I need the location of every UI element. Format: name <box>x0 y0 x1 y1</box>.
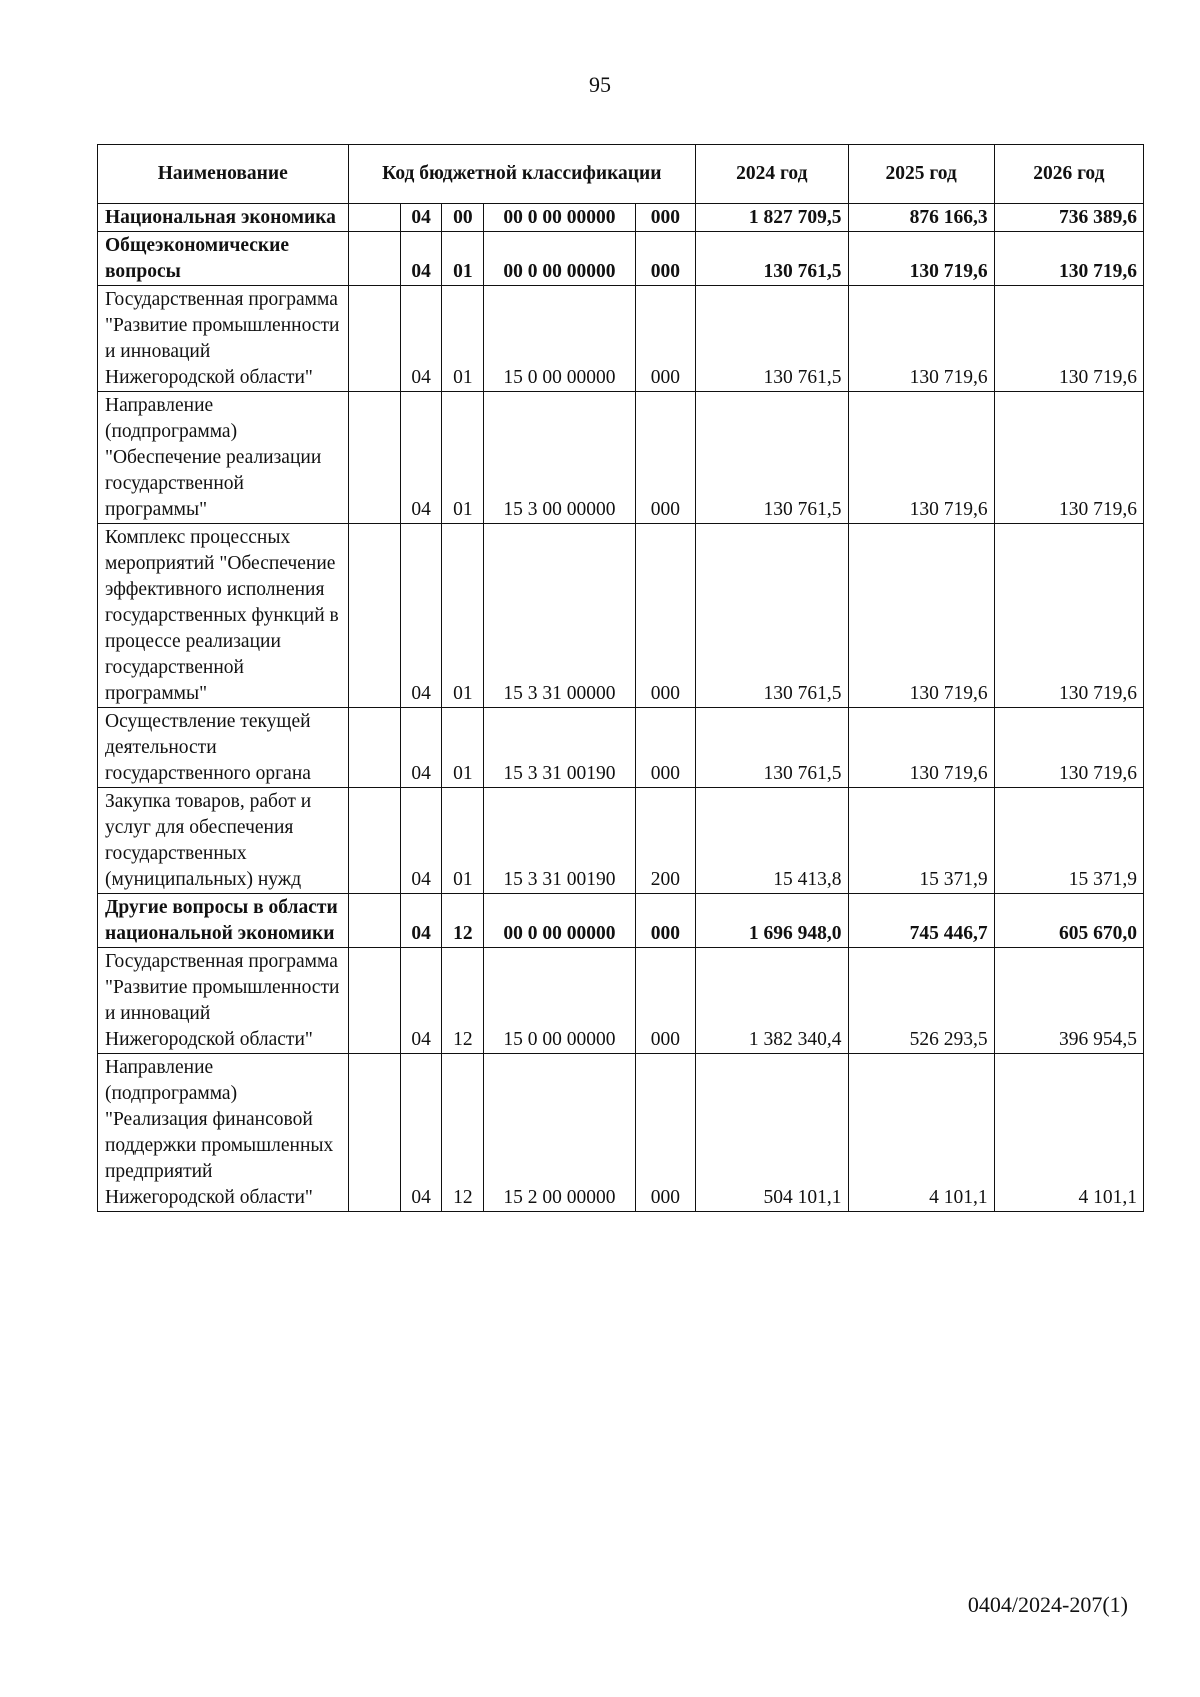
cell-name: Другие вопросы в области национальной экономики <box>98 894 349 948</box>
cell-code-blank <box>348 948 400 1054</box>
header-name: Наименование <box>98 145 349 204</box>
cell-code-blank <box>348 894 400 948</box>
cell-expense-type: 000 <box>635 392 696 524</box>
cell-section: 04 <box>400 788 442 894</box>
cell-subsection: 12 <box>442 1054 484 1212</box>
header-row <box>98 145 1144 204</box>
budget-table <box>97 144 1144 1212</box>
cell-target-article: 15 3 00 00000 <box>484 392 635 524</box>
cell-2025: 130 719,6 <box>848 232 994 286</box>
cell-target-article: 15 0 00 00000 <box>484 948 635 1054</box>
cell-section: 04 <box>400 894 442 948</box>
cell-subsection: 00 <box>442 204 484 232</box>
cell-name: Общеэкономические вопросы <box>98 232 349 286</box>
cell-subsection: 01 <box>442 286 484 392</box>
table-row <box>98 788 1144 894</box>
table-row <box>98 204 1144 232</box>
cell-target-article: 15 3 31 00190 <box>484 788 635 894</box>
cell-name: Закупка товаров, работ и услуг для обеспечения государственных (муниципальных) нужд <box>98 788 349 894</box>
cell-name: Направление (подпрограмма) "Реализация финансовой поддержки промышленных предприятий Нижегородской области" <box>98 1054 349 1212</box>
cell-2026: 130 719,6 <box>994 708 1143 788</box>
cell-target-article: 00 0 00 00000 <box>484 232 635 286</box>
cell-expense-type: 000 <box>635 1054 696 1212</box>
cell-subsection: 12 <box>442 948 484 1054</box>
page-number: 95 <box>589 72 611 97</box>
cell-name: Комплекс процессных мероприятий "Обеспечение эффективного исполнения государственных функций в процессе реализации государственной программы" <box>98 524 349 708</box>
cell-name: Государственная программа "Развитие промышленности и инноваций Нижегородской области" <box>98 286 349 392</box>
table-row <box>98 524 1144 708</box>
cell-2025: 526 293,5 <box>848 948 994 1054</box>
cell-name: Направление (подпрограмма) "Обеспечение реализации государственной программы" <box>98 392 349 524</box>
cell-2024: 130 761,5 <box>696 524 848 708</box>
document-number: 0404/2024-207(1) <box>967 1592 1128 1617</box>
cell-2025: 130 719,6 <box>848 524 994 708</box>
table-row <box>98 894 1144 948</box>
cell-name: Осуществление текущей деятельности государственного органа <box>98 708 349 788</box>
cell-2024: 1 696 948,0 <box>696 894 848 948</box>
table-row <box>98 232 1144 286</box>
cell-code-blank <box>348 392 400 524</box>
cell-expense-type: 000 <box>635 708 696 788</box>
cell-2024: 130 761,5 <box>696 286 848 392</box>
cell-2024: 504 101,1 <box>696 1054 848 1212</box>
cell-2026: 130 719,6 <box>994 524 1143 708</box>
cell-expense-type: 000 <box>635 286 696 392</box>
cell-section: 04 <box>400 948 442 1054</box>
table-row <box>98 1054 1144 1212</box>
cell-subsection: 12 <box>442 894 484 948</box>
cell-2025: 4 101,1 <box>848 1054 994 1212</box>
cell-2025: 130 719,6 <box>848 392 994 524</box>
header-code: Код бюджетной классификации <box>348 145 696 204</box>
cell-target-article: 15 3 31 00000 <box>484 524 635 708</box>
cell-target-article: 15 2 00 00000 <box>484 1054 635 1212</box>
table-row <box>98 948 1144 1054</box>
cell-target-article: 15 0 00 00000 <box>484 286 635 392</box>
header-2026: 2026 год <box>994 145 1143 204</box>
cell-subsection: 01 <box>442 788 484 894</box>
table-row <box>98 286 1144 392</box>
cell-2025: 130 719,6 <box>848 708 994 788</box>
table-row <box>98 392 1144 524</box>
cell-code-blank <box>348 232 400 286</box>
cell-target-article: 15 3 31 00190 <box>484 708 635 788</box>
cell-expense-type: 000 <box>635 524 696 708</box>
cell-section: 04 <box>400 232 442 286</box>
cell-expense-type: 200 <box>635 788 696 894</box>
cell-section: 04 <box>400 204 442 232</box>
cell-code-blank <box>348 286 400 392</box>
cell-2026: 130 719,6 <box>994 392 1143 524</box>
cell-2024: 130 761,5 <box>696 232 848 286</box>
cell-expense-type: 000 <box>635 204 696 232</box>
cell-2024: 15 413,8 <box>696 788 848 894</box>
cell-2024: 130 761,5 <box>696 392 848 524</box>
cell-section: 04 <box>400 392 442 524</box>
cell-name: Национальная экономика <box>98 204 349 232</box>
cell-section: 04 <box>400 524 442 708</box>
cell-section: 04 <box>400 286 442 392</box>
cell-2025: 876 166,3 <box>848 204 994 232</box>
cell-name: Государственная программа "Развитие промышленности и инноваций Нижегородской области" <box>98 948 349 1054</box>
cell-2026: 15 371,9 <box>994 788 1143 894</box>
cell-2024: 1 827 709,5 <box>696 204 848 232</box>
cell-target-article: 00 0 00 00000 <box>484 894 635 948</box>
cell-target-article: 00 0 00 00000 <box>484 204 635 232</box>
cell-expense-type: 000 <box>635 894 696 948</box>
header-2025: 2025 год <box>848 145 994 204</box>
table-body <box>98 204 1144 1212</box>
cell-2026: 396 954,5 <box>994 948 1143 1054</box>
cell-2026: 4 101,1 <box>994 1054 1143 1212</box>
cell-code-blank <box>348 708 400 788</box>
cell-section: 04 <box>400 708 442 788</box>
cell-2026: 605 670,0 <box>994 894 1143 948</box>
cell-2026: 130 719,6 <box>994 232 1143 286</box>
cell-2024: 130 761,5 <box>696 708 848 788</box>
cell-2026: 736 389,6 <box>994 204 1143 232</box>
cell-code-blank <box>348 204 400 232</box>
cell-2025: 745 446,7 <box>848 894 994 948</box>
cell-expense-type: 000 <box>635 948 696 1054</box>
cell-subsection: 01 <box>442 524 484 708</box>
table-row <box>98 708 1144 788</box>
cell-2026: 130 719,6 <box>994 286 1143 392</box>
cell-2024: 1 382 340,4 <box>696 948 848 1054</box>
cell-2025: 130 719,6 <box>848 286 994 392</box>
cell-code-blank <box>348 1054 400 1212</box>
header-2024: 2024 год <box>696 145 848 204</box>
cell-code-blank <box>348 524 400 708</box>
cell-subsection: 01 <box>442 232 484 286</box>
cell-code-blank <box>348 788 400 894</box>
cell-section: 04 <box>400 1054 442 1212</box>
cell-2025: 15 371,9 <box>848 788 994 894</box>
cell-expense-type: 000 <box>635 232 696 286</box>
cell-subsection: 01 <box>442 392 484 524</box>
cell-subsection: 01 <box>442 708 484 788</box>
